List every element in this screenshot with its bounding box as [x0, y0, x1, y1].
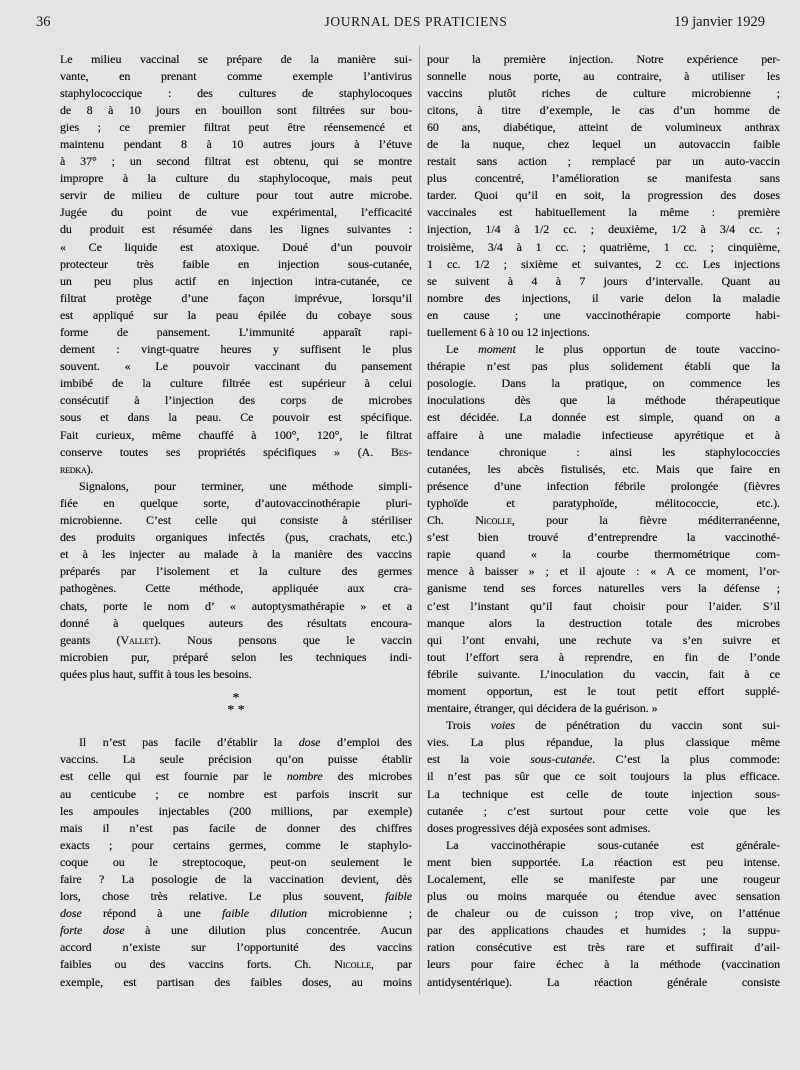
text-line: citons, à titre d’exemple, le cas d’un homme de	[427, 102, 780, 117]
text-segment: lors, chose très relative. Le plus souvent,	[60, 889, 386, 904]
paragraph	[427, 51, 780, 342]
text-line: exacts ; pour certains germes, comme le staphylo-	[60, 837, 412, 852]
text-line: tarder. Quoi qu’il en soit, la progression des doses	[427, 188, 780, 203]
text-line: tendance chronique : ainsi les staphylococcies	[427, 444, 780, 459]
text-line: coque ou le streptocoque, peut-on seulement le	[60, 854, 412, 869]
text-segment: le plus opportun de toute vaccino-	[515, 342, 780, 357]
issue-date: 19 janvier 1929	[673, 14, 765, 30]
text-segment: faibles ou des vaccins forts. Ch.	[60, 957, 335, 972]
italic-text: dose	[60, 906, 82, 921]
text-line	[60, 768, 412, 785]
text-segment: microbienne ;	[307, 906, 412, 921]
text-segment: , pour la fièvre méditerranéenne,	[511, 513, 780, 528]
text-line	[60, 888, 412, 905]
text-line: un peu plus actif en injection intra-cutanée, ce	[60, 273, 412, 288]
text-line: Jugée du point de vue expérimental, l’efficacité	[60, 205, 412, 220]
small-caps-text: Vallet	[120, 632, 155, 647]
text-line: au centicube ; ce nombre est parfois inscrit sur	[60, 786, 412, 801]
paragraph	[427, 837, 780, 991]
text-line: mentaire, étranger, qui décidera de la guérison. »	[427, 701, 658, 716]
text-line: moment opportun, est le tout petit effort supplé-	[427, 683, 780, 698]
text-line: vies. La plus répandue, la plus classique même	[427, 735, 780, 750]
right-column	[427, 51, 780, 991]
text-line: sonnelle nous porte, au contraire, à utiliser les	[427, 68, 780, 83]
text-line: ganisme tend ses forces naturelles vers la défense ;	[427, 581, 780, 596]
text-line: exemple, est partisan des faibles doses, au moins	[60, 974, 412, 989]
text-line: souvent. « Le pouvoir vaccinant du pansement	[60, 359, 412, 374]
paragraph	[60, 478, 412, 683]
text-segment: Ch.	[427, 513, 476, 528]
text-line: du produit est résumée dans les lignes suivantes :	[60, 222, 412, 237]
text-line: pour la première injection. Notre expérience per-	[427, 51, 780, 66]
text-line: manque alors la destruction totale des microbes	[427, 615, 780, 630]
text-line: pathogènes. Cette méthode, appliquée aux cra-	[60, 581, 412, 596]
text-line: Localement, elle se manifeste par une rougeur	[427, 872, 780, 886]
text-line: leurs pour faire échec à la méthode (vaccination	[427, 957, 780, 972]
text-line: 1 cc. 1/2 ; sixième et suivantes, 2 cc. Les injections	[427, 256, 780, 271]
text-line: de 8 à 10 jours en bouillon sont filtrées sur bou-	[60, 102, 412, 117]
text-segment: Il n’est pas facile d’établir la	[79, 735, 299, 750]
text-line: Fait curieux, même chauffé à 100°, 120°, le filtrat	[60, 427, 412, 442]
small-caps-text: redka	[60, 461, 87, 476]
italic-text: faible	[385, 889, 412, 904]
text-line: à 37° ; un second filtrat est obtenu, qui se montre	[60, 154, 412, 169]
text-line: consécutif à l’injection des corps de microbes	[60, 393, 412, 408]
text-segment: répond à une	[81, 906, 223, 921]
text-line	[427, 751, 780, 768]
text-line: se suivent à 4 à 7 jours d’intervalle. Quant au	[427, 273, 780, 288]
text-line: tuellement 6 à 10 ou 12 injections.	[427, 325, 590, 339]
paragraph	[60, 51, 412, 478]
text-line: servir de milieu de culture pour tout autre microbe.	[60, 188, 412, 203]
text-line	[60, 956, 412, 973]
text-line: fébrile suivante. L’inoculation du vaccin, fait à ce	[427, 666, 780, 681]
small-caps-text: Bes-	[390, 444, 412, 459]
text-line: microbienne. C’est celle qui consiste à stériliser	[60, 513, 412, 528]
text-line: posologie. Dans la pratique, on commence les	[427, 376, 780, 391]
text-segment: . C’est la plus commode:	[592, 752, 780, 767]
text-segment: de pénétration du vaccin sont sui-	[514, 718, 780, 733]
italic-text: sous-cutanée	[530, 752, 593, 767]
text-line: typhoïde et paratyphoïde, mélitococcie, etc.).	[427, 495, 780, 510]
text-line: vaccins. La seule précision qu’on puisse établir	[60, 752, 412, 767]
italic-text: nombre	[286, 769, 323, 784]
text-line	[60, 905, 412, 922]
text-line: s’est bien trouvé d’entreprendre la vaccinothé-	[427, 530, 780, 545]
italic-text: moment	[478, 342, 516, 357]
text-line: rapie quand « la courbe thermométrique com-	[427, 547, 780, 562]
text-segment: Le	[446, 342, 479, 357]
small-caps-text: Nicolle	[475, 513, 512, 528]
text-line: dement : vingt-quatre heures y suffisent le plus	[60, 342, 412, 357]
text-line: maintenu pendant 8 à 10 autres jours à l’étuve	[60, 136, 412, 151]
text-line: affaire à une maladie infectieuse apyrétique et à	[427, 427, 780, 442]
text-line	[427, 512, 780, 529]
text-line	[60, 632, 412, 649]
text-line: cutanées, les abcès fistulisés, etc. Mais que faire en	[427, 461, 780, 476]
text-line: vaccinales est habituellement la même : première	[427, 205, 780, 220]
text-line: qui l’ont envahi, une rechute va s’en suivre et	[427, 632, 780, 647]
left-column	[60, 51, 412, 991]
text-line	[60, 734, 412, 751]
text-line: plus ou moins marquée ou étendue avec sensation	[427, 889, 780, 904]
paragraph	[60, 734, 412, 990]
text-line: Signalons, pour terminer, une méthode simpli-	[79, 478, 412, 493]
text-segment: ). Nous pensons que le vaccin	[154, 632, 412, 647]
text-line: quées plus haut, suffit à tous les besoins.	[60, 666, 252, 681]
text-line	[427, 341, 780, 358]
italic-text: faible dilution	[222, 906, 307, 921]
text-line: accord n’existe sur l’opportunité des vaccins	[60, 940, 412, 955]
text-line: vaccins plutôt riches de culture microbienne ;	[427, 85, 780, 100]
text-line: protecteur très faible en injection sous-cutanée,	[60, 256, 412, 271]
text-line	[60, 922, 412, 939]
text-line: antidysentérique). La réaction générale consiste	[427, 974, 780, 989]
text-line: préparés par l’isolement et la culture des germes	[60, 564, 412, 579]
column-rule	[419, 46, 420, 994]
text-line: Le milieu vaccinal se prépare de la manière sui-	[60, 51, 412, 66]
text-line: c’est l’instant qu’il faut choisir pour l’aider. S’il	[427, 598, 780, 613]
text-segment: à une dilution plus concentrée. Aucun	[124, 923, 412, 938]
text-line: est décidée. La donnée est simple, quand on a	[427, 410, 780, 425]
paragraph	[427, 717, 780, 837]
text-line: 60 ans, diabétique, atteint de volumineux anthrax	[427, 119, 780, 134]
text-segment: ).	[86, 461, 94, 476]
text-line: donné à quelques auteurs des résultats encoura-	[60, 615, 412, 630]
text-line: chats, porte le nom d’ « autoptysmathérapie » et a	[60, 598, 412, 613]
text-line: imbibé de la culture filtrée est supérieur à celui	[60, 376, 412, 391]
text-line: par des applications chaudes et humides ; la suppu-	[427, 923, 780, 938]
text-segment: des microbes	[322, 769, 412, 784]
text-line: La technique est celle de toute injection sous-	[427, 786, 780, 801]
text-line: restait sans action ; remplacé par un auto-vaccin	[427, 154, 780, 169]
asterism	[60, 683, 412, 734]
text-line: doses progressives déjà exposées sont admises.	[427, 820, 651, 835]
italic-text: forte dose	[60, 923, 125, 938]
text-line: sous et dans la peau. Ce pouvoir est spécifique.	[60, 410, 412, 425]
text-line: microbien pur, préparé selon les techniques indi-	[60, 649, 412, 664]
text-line: ration consécutive est très rare et suffirait d’ail-	[427, 940, 780, 955]
text-line: ment bien supportée. La réaction est peu intense.	[427, 854, 780, 869]
text-line: en cause ; une vaccinothérapie comporte habi-	[427, 307, 780, 322]
text-line: mence à baisser » ; et il ajoute : « A ce moment, l’or-	[427, 564, 780, 579]
text-line: il n’est pas sûr que ce soit toujours la plus efficace.	[427, 769, 780, 784]
text-segment: d’emploi des	[320, 735, 412, 750]
text-line: de chaleur ou de cuisson ; trop vive, on l’atténue	[427, 906, 780, 921]
text-line: mais il n’est pas facile de donner des chiffres	[60, 820, 412, 835]
text-segment: Trois	[446, 718, 491, 733]
text-line: filtrat protège d’une façon imprévue, lorsqu’il	[60, 290, 412, 305]
text-segment: geants (	[60, 632, 121, 647]
text-line: présence d’une infection fébrile prolongée (fièvres	[427, 478, 780, 493]
small-caps-text: Nicolle	[334, 957, 371, 972]
text-line: thérapie n’est pas plus solidement établi que la	[427, 359, 780, 374]
text-line: staphylococcique : des cultures de staphylocoques	[60, 85, 412, 100]
paragraph	[427, 341, 780, 717]
asterism-row: *	[232, 690, 240, 706]
text-line: forme de pansement. L’immunité apparaît rapi-	[60, 325, 412, 339]
text-line: fiée en quelque sorte, d’autovaccinothérapie pluri-	[60, 495, 412, 510]
text-line: « Ce liquide est atoxique. Doué d’un pouvoir	[60, 239, 412, 254]
asterism-row: * *	[227, 702, 245, 718]
text-line: plus concentré, l’amélioration se manifesta sans	[427, 171, 780, 186]
text-line: gies ; ce premier filtrat peut être réensemencé et	[60, 119, 412, 134]
text-segment: , par	[370, 957, 412, 972]
text-line	[60, 461, 412, 478]
text-segment: est celle qui est fournie par le	[60, 769, 287, 784]
page-number: 36	[36, 14, 51, 30]
text-line: et à les injecter au malade à la manière des vaccins	[60, 547, 412, 562]
italic-text: voies	[490, 718, 515, 733]
text-line: est appliqué sur la peau épilée du cobaye sous	[60, 307, 412, 322]
text-line: des produits organiques infectés (pus, crachats, etc.)	[60, 530, 412, 545]
text-line: inoculations dès que la méthode thérapeutique	[427, 393, 780, 408]
text-line: cutanée ; c’est surtout pour cette voie que les	[427, 803, 780, 818]
text-line: injection, 1/4 à 1/2 cc. ; deuxième, 1/2 à 3/4 cc. ;	[427, 222, 780, 237]
text-line	[60, 444, 412, 461]
text-line: faire ? La posologie de la vaccination devient, dès	[60, 872, 412, 887]
text-line: les ampoules injectables (200 millions, par exemple)	[60, 803, 412, 818]
text-line: de la nuque, chez lequel un autovaccin faible	[427, 136, 780, 151]
text-line: nombre des injections, il varie delon la maladie	[427, 290, 780, 305]
text-segment: est la voie	[427, 752, 531, 767]
text-line: troisième, 3/4 à 1 cc. ; quatrième, 1 cc. ; cinquième,	[427, 239, 780, 254]
text-line: impropre à la culture du staphylocoque, mais peut	[60, 171, 412, 186]
journal-title: JOURNAL DES PRATICIENS	[324, 14, 508, 29]
text-line: vante, en prenant comme exemple l’antivirus	[60, 68, 412, 83]
text-line: La vaccinothérapie sous-cutanée est générale-	[446, 837, 780, 852]
text-line: tout l’effort sera à reprendre, en fin de l’onde	[427, 649, 780, 664]
italic-text: dose	[298, 735, 321, 750]
text-line	[427, 717, 780, 734]
text-segment: conserve toutes ses propriétés spécifiques » (A.	[60, 444, 391, 459]
